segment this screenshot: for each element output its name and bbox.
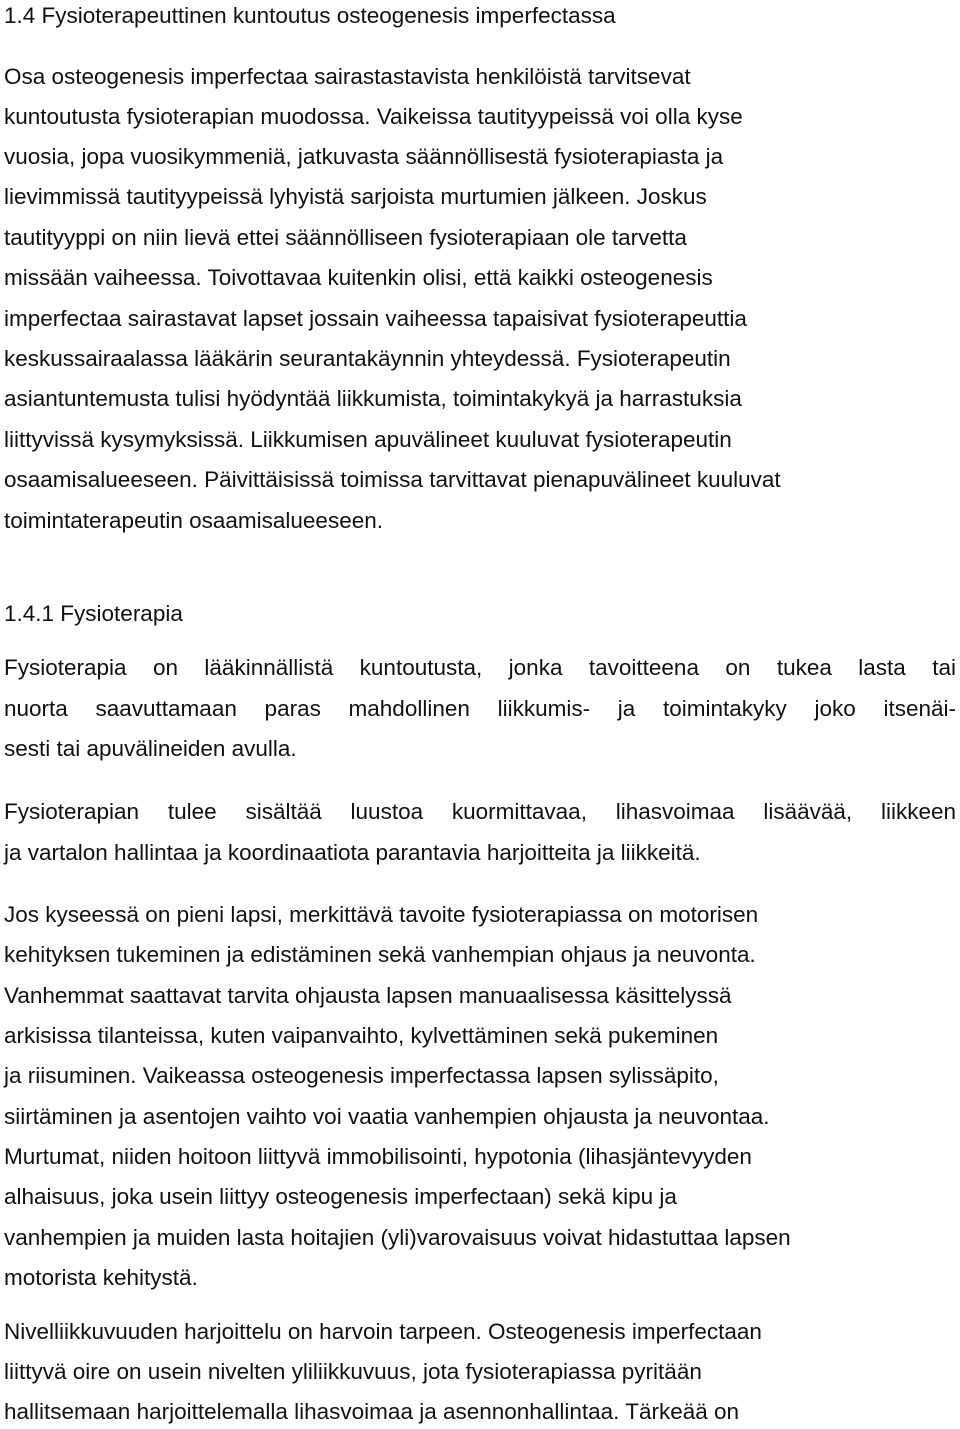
paragraph-line: missään vaiheessa. Toivottavaa kuitenkin olisi, että kaikki osteogenesis [4,265,713,290]
paragraph-line: liittyvä oire on usein nivelten yliliikkuvuus, jota fysioterapiassa pyritään [4,1359,702,1384]
paragraph-line: tautityyppi on niin lievä ettei säännölliseen fysioterapiaan ole tarvetta [4,225,687,250]
paragraph-line: kehityksen tukeminen ja edistäminen sekä vanhempian ohjaus ja neuvonta. [4,942,756,967]
paragraph-line: hallitsemaan harjoittelemalla lihasvoimaa ja asennonhallintaa. Tärkeää on [4,1399,740,1424]
paragraph-line: sesti tai apuvälineiden avulla. [4,736,297,761]
paragraph-line: Osa osteogenesis imperfectaa sairastastavista henkilöistä tarvitsevat [4,64,691,89]
paragraph-line: osaamisalueeseen. Päivittäisissä toimissa tarvittavat pienapuvälineet kuuluvat [4,467,781,492]
paragraph-line: Murtumat, niiden hoitoon liittyvä immobilisointi, hypotonia (lihasjäntevyyden [4,1144,752,1169]
paragraph-line: Fysioterapia on lääkinnällistä kuntoutusta, jonka tavoitteena on tukea lasta tai [4,655,956,680]
paragraph-line: Vanhemmat saattavat tarvita ohjausta lapsen manuaalisessa käsittelyssä [4,983,732,1008]
paragraph-line: siirtäminen ja asentojen vaihto voi vaatia vanhempien ohjausta ja neuvontaa. [4,1104,770,1129]
paragraph-line: imperfectaa sairastavat lapset jossain vaiheessa tapaisivat fysioterapeuttia [4,306,747,331]
paragraph-line: ja vartalon hallintaa ja koordinaatiota parantavia harjoitteita ja liikkeitä. [4,840,701,865]
paragraph-line: lievimmissä tautityypeissä lyhyistä sarjoista murtumien jälkeen. Joskus [4,184,707,209]
paragraph-line: keskussairaalassa lääkärin seurantakäynnin yhteydessä. Fysioterapeutin [4,346,731,371]
subsection-heading: 1.4.1 Fysioterapia [4,601,183,626]
paragraph-line: nuorta saavuttamaan paras mahdollinen liikkumis- ja toimintakyky joko itsenäi- [4,696,956,721]
paragraph-line: Nivelliikkuvuuden harjoittelu on harvoin tarpeen. Osteogenesis imperfectaan [4,1319,762,1344]
paragraph-line: liittyvissä kysymyksissä. Liikkumisen apuvälineet kuuluvat fysioterapeutin [4,427,732,452]
section-heading: 1.4 Fysioterapeuttinen kuntoutus osteogenesis imperfectassa [4,3,616,28]
paragraph-line: toimintaterapeutin osaamisalueeseen. [4,508,383,533]
paragraph-line: alhaisuus, joka usein liittyy osteogenesis imperfectaan) sekä kipu ja [4,1184,677,1209]
paragraph-line: kuntoutusta fysioterapian muodossa. Vaikeissa tautityypeissä voi olla kyse [4,104,743,129]
paragraph-line: motorista kehitystä. [4,1265,198,1290]
paragraph-line: arkisissa tilanteissa, kuten vaipanvaihto, kylvettäminen sekä pukeminen [4,1023,719,1048]
paragraph-line: vuosia, jopa vuosikymmeniä, jatkuvasta säännöllisestä fysioterapiasta ja [4,144,724,169]
paragraph-line: asiantuntemusta tulisi hyödyntää liikkumista, toimintakykyä ja harrastuksia [4,386,742,411]
paragraph-line: Jos kyseessä on pieni lapsi, merkittävä tavoite fysioterapiassa on motorisen [4,902,759,927]
paragraph-line: Fysioterapian tulee sisältää luustoa kuormittavaa, lihasvoimaa lisäävää, liikkeen [4,799,956,824]
paragraph-line: ja riisuminen. Vaikeassa osteogenesis imperfectassa lapsen sylissäpito, [4,1063,719,1088]
paragraph-line: vanhempien ja muiden lasta hoitajien (yli)varovaisuus voivat hidastuttaa lapsen [4,1225,791,1250]
